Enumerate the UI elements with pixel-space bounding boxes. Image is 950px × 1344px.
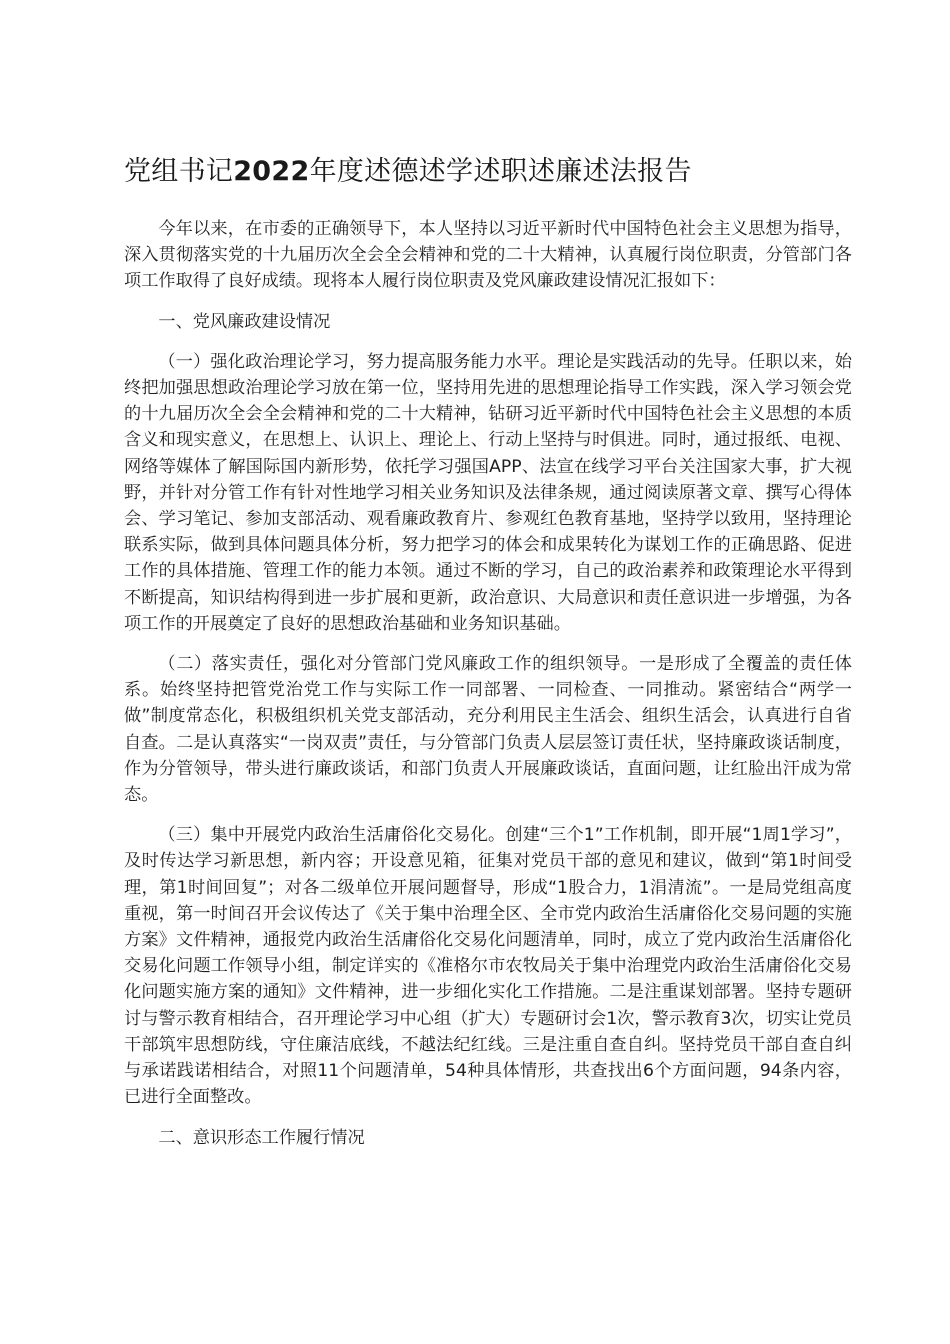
title-part2: 年度述德述学述职述廉述法报告 — [309, 156, 692, 187]
section1-heading: 一、党风廉政建设情况 — [158, 311, 331, 332]
section1-paragraph-1: （一）强化政治理论学习，努力提高服务能力水平。理论是实践活动的先导。任职以来，始终把加强思想政治理论学习放在第一位，坚持用先进的思想理论指导工作实践，深入学习领会党的十九届历次全会全会精神和党的二十大精神，钻研习近平新时代中国特色社会主义思想的本质含义和现实意义，在思想上、认识上、理论上、行动上坚持与时俱进。同时，通过报纸、电视、网络等媒体了解国际国内新形势，依托学习强国APP、法宣在线学习平台关注国家大事，扩大视野，并针对分管工作有针对性地学习相关业务知识及法律条规，通过阅读原著文章、撰写心得体会、学习笔记、参加支部活动、观看廉政教育片、参观红色教育基地，坚持学以致用，坚持理论联系实际，做到具体问题具体分析，努力把学习的体会和成果转化为谋划工作的正确思路、促进工作的具体措施、管理工作的能力本领。通过不断的学习，自己的政治素养和政策理论水平得到不断提高，知识结构得到进一步扩展和更新，政治意识、大局意识和责任意识进一步增强，为各项工作的开展奠定了良好的思想政治基础和业务知识基础。 — [124, 351, 852, 634]
document-page — [124, 150, 852, 1165]
intro-paragraph: 今年以来，在市委的正确领导下，本人坚持以习近平新时代中国特色社会主义思想为指导，深入贯彻落实党的十九届历次全会全会精神和党的二十大精神，认真履行岗位职责，分管部门各项工作取得了良好成绩。现将本人履行岗位职责及党风廉政建设情况汇报如下： — [124, 219, 852, 292]
title-year: 2022 — [233, 156, 310, 187]
section1-paragraph-2: （二）落实责任，强化对分管部门党风廉政工作的组织领导。一是形成了全覆盖的责任体系。始终坚持把管党治党工作与实际工作一同部署、一同检查、一同推动。紧密结合“两学一做”制度常态化，积极组织机关党支部活动，充分利用民主生活会、组织生活会，认真进行自省自查。二是认真落实“一岗双责”责任，与分管部门负责人层层签订责任状，坚持廉政谈话制度，作为分管领导，带头进行廉政谈话，和部门负责人开展廉政谈话，直面问题，让红脸出汗成为常态。 — [124, 654, 852, 806]
title-part1: 党组书记 — [124, 156, 234, 187]
document-title — [124, 150, 852, 194]
section2-heading: 二、意识形态工作履行情况 — [158, 1127, 365, 1148]
section1-paragraph-3: （三）集中开展党内政治生活庸俗化交易化。创建“三个1”工作机制，即开展“1周1学习”，及时传达学习新思想，新内容；开设意见箱，征集对党员干部的意见和建议，做到“第1时间受理，第1时间回复”；对各二级单位开展问题督导，形成“1股合力，1涓清流”。一是局党组高度重视，第一时间召开会议传达了《关于集中治理全区、全市党内政治生活庸俗化交易问题的实施方案》文件精神，通报党内政治生活庸俗化交易化问题清单，同时，成立了党内政治生活庸俗化交易化问题工作领导小组，制定详实的《准格尔市农牧局关于集中治理党内政治生活庸俗化交易化问题实施方案的通知》文件精神，进一步细化实化工作措施。二是注重谋划部署。坚持专题研讨与警示教育相结合，召开理论学习中心组（扩大）专题研讨会1次，警示教育3次，切实让党员干部筑牢思想防线，守住廉洁底线，不越法纪红线。三是注重自查自纠。坚持党员干部自查自纠与承诺践诺相结合，对照11个问题清单，54种具体情形，共查找出6个方面问题，94条内容，已进行全面整改。 — [124, 825, 852, 1108]
